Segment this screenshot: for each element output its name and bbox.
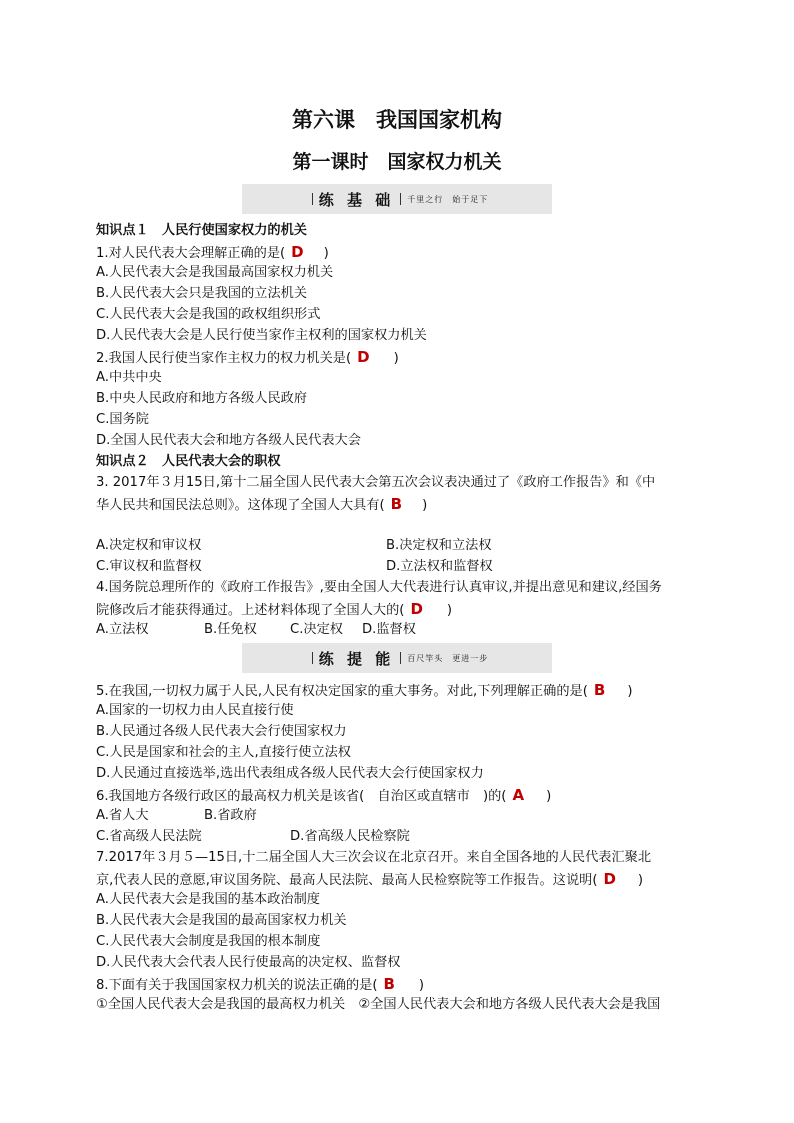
option: C.人民是国家和社会的主人,直接行使立法权 [96,745,351,760]
stem-text: ) [446,603,453,618]
stem-text: ) [418,978,425,993]
option: A.中共中央 [96,370,162,385]
answer-mark: D [603,870,616,888]
page-subtitle: 第一课时 国家权力机关 [292,151,502,173]
option: A.人民代表大会是我国的基本政治制度 [96,892,320,907]
stem-text: 2.我国人民行使当家作主权力的权力机关是( [96,351,352,366]
question-stem [96,785,551,807]
page-title: 第六课 我国国家机构 [292,108,502,132]
stem-text: 5.在我国,一切权力属于人民,人民有权决定国家的重大事务。对此,下列理解正确的是( [96,684,588,699]
option: A.省人大 [96,808,149,823]
answer-mark: D [357,348,370,366]
question-stem: 7.2017年３月５—15日,十二届全国人大三次会议在北京召开。来自全国各地的人民代表汇聚北 [96,850,652,865]
answer-mark: D [410,600,423,618]
option: B.人民通过各级人民代表大会行使国家权力 [96,724,347,739]
option: B.人民代表大会只是我国的立法机关 [96,286,308,301]
banner-divider [400,652,401,664]
knowledge-point-heading: 知识点２ 人民代表大会的职权 [96,454,281,469]
option: D.立法权和监督权 [386,559,493,574]
answer-mark: D [291,243,304,261]
banner-divider [312,652,313,664]
answer-mark: A [512,786,525,804]
option-row [96,620,416,640]
stem-text: ) [393,351,399,366]
option: C.人民代表大会制度是我国的根本制度 [96,934,321,949]
option: D.人民代表大会代表人民行使最高的决定权、监督权 [96,955,401,970]
option: B.任免权 [204,622,257,637]
stem-text: ) [546,789,552,804]
question-stem [96,347,399,369]
stem-text: 1.对人民代表大会理解正确的是( [96,246,286,261]
question-stem [96,494,427,516]
option: B.中央人民政府和地方各级人民政府 [96,391,308,406]
option: A.决定权和审议权 [96,538,202,553]
knowledge-point-heading: 知识点１ 人民行使国家权力的机关 [96,223,307,238]
answer-mark: B [593,681,606,699]
question-stem [96,599,452,621]
option-row [96,806,257,826]
option: D.监督权 [362,622,416,637]
answer-mark: B [390,495,403,513]
question-stem [96,869,643,891]
stem-text: ) [637,873,644,888]
answer-mark: B [383,975,395,993]
banner-divider [312,193,313,205]
option: B.省政府 [204,808,257,823]
stem-text: ) [627,684,633,699]
option: A.立法权 [96,622,149,637]
question-stem [96,974,424,996]
banner-main-label: 练 提 能 [318,649,395,668]
stem-text: 华人民共和国民法总则》。这体现了全国人大具有( [96,498,385,513]
section-banner-basic [242,184,552,214]
option: C.国务院 [96,412,149,427]
option: D.省高级人民检察院 [290,829,410,844]
option: A.国家的一切权力由人民直接行使 [96,703,294,718]
option: D.人民代表大会是人民行使当家作主权利的国家权力机关 [96,328,427,343]
banner-divider [400,193,401,205]
option-row [96,827,410,847]
option-row [96,557,493,577]
stem-text: 京,代表人民的意愿,审议国务院、最高人民法院、最高人民检察院等工作报告。这说明( [96,873,598,888]
option: C.省高级人民法院 [96,829,202,844]
stem-text: 6.我国地方各级行政区的最高权力机关是该省( 自治区或直辖市 )的( [96,789,507,804]
stem-text: ) [422,498,428,513]
option: D.全国人民代表大会和地方各级人民代表大会 [96,433,361,448]
question-stem: ①全国人民代表大会是我国的最高权力机关 ②全国人民代表大会和地方各级人民代表大会是我国 [96,997,661,1012]
stem-text: 院修改后才能获得通过。上述材料体现了全国人大的( [96,603,405,618]
option: B.决定权和立法权 [386,538,492,553]
option: A.人民代表大会是我国最高国家权力机关 [96,265,334,280]
stem-text: ) [323,246,329,261]
question-stem: 4.国务院总理所作的《政府工作报告》,要由全国人大代表进行认真审议,并提出意见和建议,经国务 [96,580,662,595]
option: B.人民代表大会是我国的最高国家权力机关 [96,913,347,928]
section-banner-advanced [242,643,552,673]
option: C.决定权 [290,622,343,637]
question-stem [96,242,329,264]
option-row [96,536,492,556]
question-stem: 3. 2017年３月15日,第十二届全国人民代表大会第五次会议表决通过了《政府工作报告》和《中 [96,475,656,490]
option: C.审议权和监督权 [96,559,202,574]
option: D.人民通过直接选举,选出代表组成各级人民代表大会行使国家权力 [96,766,484,781]
banner-main-label: 练 基 础 [318,190,395,209]
question-stem [96,680,632,702]
option: C.人民代表大会是我国的政权组织形式 [96,307,321,322]
banner-motto: 千里之行 始于足下 [407,194,489,204]
stem-text: 8.下面有关于我国国家权力机关的说法正确的是( [96,978,378,993]
banner-motto: 百尺竿头 更进一步 [407,653,489,663]
